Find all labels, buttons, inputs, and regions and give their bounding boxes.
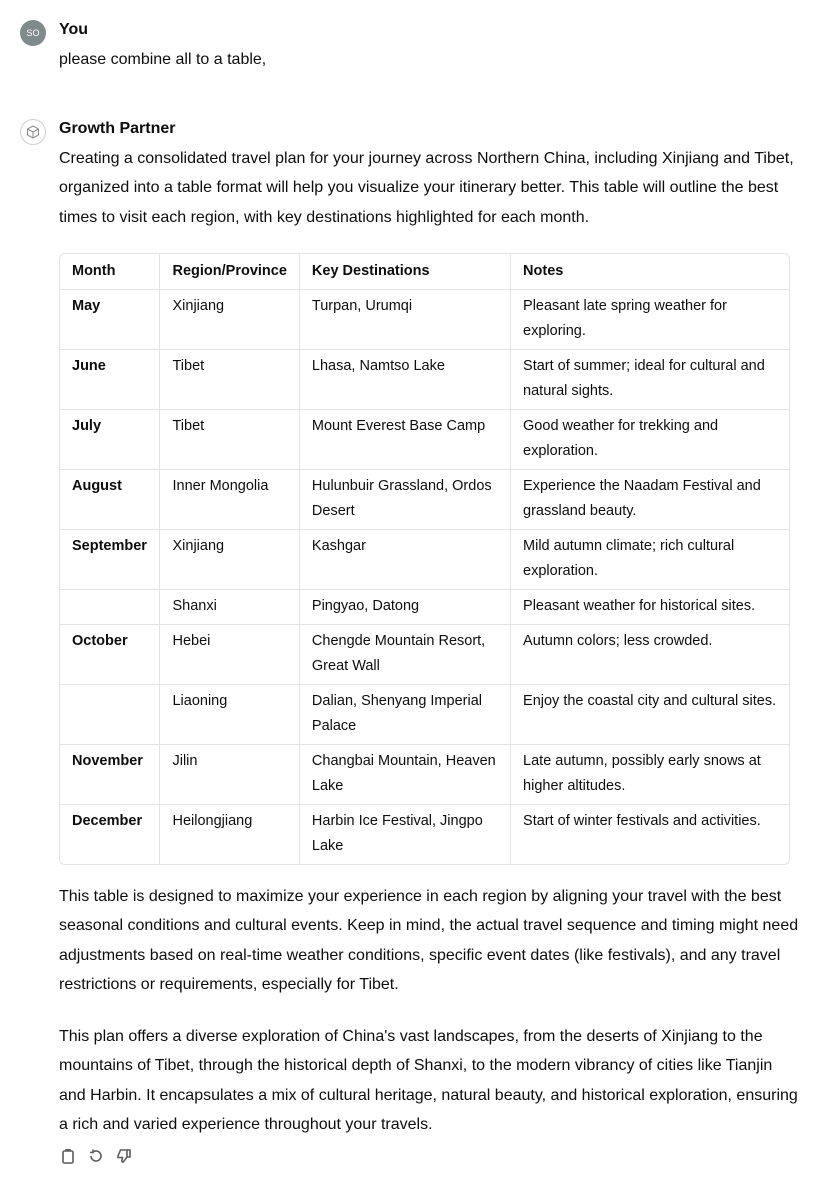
- cell-notes: Experience the Naadam Festival and grassland beauty.: [511, 470, 789, 530]
- cell-notes: Start of summer; ideal for cultural and natural sights.: [511, 350, 789, 410]
- assistant-name: Growth Partner: [59, 120, 176, 137]
- cell-region: Tibet: [160, 410, 299, 470]
- cell-notes: Good weather for trekking and exploration.: [511, 410, 789, 470]
- cell-month: July: [60, 410, 160, 470]
- assistant-avatar: [20, 119, 46, 145]
- user-avatar: SO: [20, 20, 46, 46]
- header-notes: Notes: [511, 254, 789, 290]
- cell-destinations: Kashgar: [299, 530, 510, 590]
- cell-month: [60, 685, 160, 745]
- regenerate-icon: [88, 1148, 104, 1164]
- thumbs-down-button[interactable]: [115, 1147, 133, 1165]
- cell-month: August: [60, 470, 160, 530]
- cell-destinations: Changbai Mountain, Heaven Lake: [299, 745, 510, 805]
- cell-region: Xinjiang: [160, 530, 299, 590]
- cell-destinations: Turpan, Urumqi: [299, 290, 510, 350]
- cell-month: June: [60, 350, 160, 410]
- cell-destinations: Pingyao, Datong: [299, 590, 510, 625]
- cell-destinations: Chengde Mountain Resort, Great Wall: [299, 625, 510, 685]
- cell-region: Shanxi: [160, 590, 299, 625]
- cell-region: Jilin: [160, 745, 299, 805]
- header-month: Month: [72, 263, 116, 279]
- table-row: [60, 470, 789, 530]
- cell-destinations: Hulunbuir Grassland, Ordos Desert: [299, 470, 510, 530]
- table-header-row: [60, 254, 789, 290]
- regenerate-button[interactable]: [87, 1147, 105, 1165]
- cell-notes: Pleasant weather for historical sites.: [511, 590, 789, 625]
- message-actions: [59, 1147, 133, 1165]
- assistant-intro-text: Creating a consolidated travel plan for your journey across Northern China, including Xinjiang and Tibet, organized into a table format will help you visualize your itinerary better. This table will outline the best times to visit each region, with key destinations highlighted for each month.: [59, 150, 794, 226]
- table-row: [60, 290, 789, 350]
- header-destinations: Key Destinations: [299, 254, 510, 290]
- header-region: Region/Province: [160, 254, 299, 290]
- cell-month: October: [60, 625, 160, 685]
- cell-region: Tibet: [160, 350, 299, 410]
- cell-region: Heilongjiang: [160, 805, 299, 865]
- table-row: [60, 350, 789, 410]
- itinerary-table: [59, 253, 790, 865]
- thumbs-down-icon: [116, 1148, 132, 1164]
- cell-notes: Enjoy the coastal city and cultural sites.: [511, 685, 789, 745]
- cell-region: Xinjiang: [160, 290, 299, 350]
- cell-destinations: Mount Everest Base Camp: [299, 410, 510, 470]
- cell-region: Inner Mongolia: [160, 470, 299, 530]
- cell-destinations: Lhasa, Namtso Lake: [299, 350, 510, 410]
- user-name: You: [59, 21, 89, 38]
- table-row: [60, 745, 789, 805]
- cell-destinations: Harbin Ice Festival, Jingpo Lake: [299, 805, 510, 865]
- table-row: [60, 410, 789, 470]
- table-row: [60, 530, 789, 590]
- cell-region: Liaoning: [160, 685, 299, 745]
- table-row: [60, 685, 789, 745]
- cell-destinations: Dalian, Shenyang Imperial Palace: [299, 685, 510, 745]
- cell-notes: Pleasant late spring weather for exploring.: [511, 290, 789, 350]
- copy-button[interactable]: [59, 1147, 77, 1165]
- assistant-paragraph-3: This plan offers a diverse exploration of China's vast landscapes, from the deserts of Xinjiang to the mountains of Tibet, through the historical depth of Shanxi, to the modern vibrancy of cities like Tianjin and Harbin. It encapsulates a mix of cultural heritage, natural beauty, and historical exploration, ensuring a rich and varied experience throughout your travels.: [59, 1028, 798, 1133]
- assistant-logo-icon: [26, 125, 40, 139]
- cell-month: December: [60, 805, 160, 865]
- cell-month: September: [60, 530, 160, 590]
- user-message-text: please combine all to a table,: [59, 51, 267, 68]
- cell-notes: Mild autumn climate; rich cultural exploration.: [511, 530, 789, 590]
- table-row: [60, 590, 789, 625]
- cell-region: Hebei: [160, 625, 299, 685]
- cell-month: May: [60, 290, 160, 350]
- cell-month: [60, 590, 160, 625]
- cell-notes: Autumn colors; less crowded.: [511, 625, 789, 685]
- cell-notes: Late autumn, possibly early snows at higher altitudes.: [511, 745, 789, 805]
- cell-month: November: [60, 745, 160, 805]
- table-row: [60, 805, 789, 865]
- copy-icon: [60, 1148, 76, 1164]
- cell-notes: Start of winter festivals and activities.: [511, 805, 789, 865]
- assistant-paragraph-2: This table is designed to maximize your experience in each region by aligning your travel with the best seasonal conditions and cultural events. Keep in mind, the actual travel sequence and timing might need adjustments based on real-time weather conditions, specific event dates (like festivals), and any travel restrictions or requirements, especially for Tibet.: [59, 888, 799, 993]
- table-row: [60, 625, 789, 685]
